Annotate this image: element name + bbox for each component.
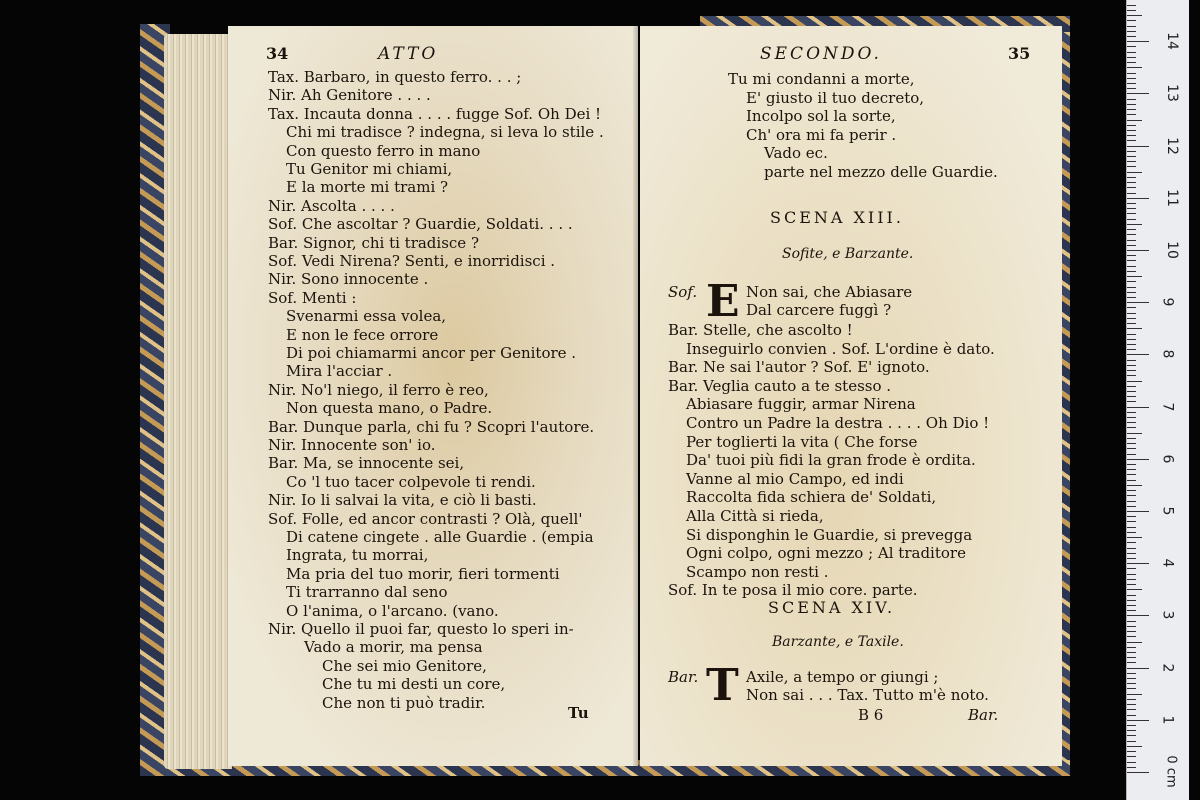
verse-line: Si disponghin le Guardie, si prevegga — [686, 525, 973, 544]
verse-line: E' giusto il tuo decreto, — [746, 88, 925, 107]
ruler-tick — [1127, 589, 1142, 590]
verse-line: Con questo ferro in mano — [286, 141, 481, 160]
catchword: Tu — [568, 704, 589, 722]
running-head: ATTO — [378, 44, 439, 64]
page-number: 34 — [266, 44, 289, 63]
verse-line: Bar. Ma, se innocente sei, — [268, 454, 465, 473]
ruler-tick — [1127, 255, 1136, 256]
ruler-tick — [1127, 208, 1136, 209]
ruler-number: 8 — [1159, 349, 1176, 359]
ruler-tick — [1127, 521, 1136, 522]
ruler-tick — [1127, 370, 1136, 371]
ruler-tick — [1127, 266, 1136, 267]
catchword: Bar. — [968, 706, 999, 724]
ruler-tick — [1127, 725, 1136, 726]
verse-line: Contro un Padre la destra . . . . Oh Dio ! — [686, 414, 990, 432]
ruler-tick — [1127, 485, 1142, 486]
verse-line: Nir. Ascolta . . . . — [268, 196, 395, 215]
ruler-tick — [1127, 443, 1136, 444]
ruler-tick — [1127, 62, 1136, 63]
verse-line: Che sei mio Genitore, — [322, 656, 487, 675]
ruler-tick — [1127, 495, 1136, 496]
scene-title: SCENA XIII. — [770, 208, 904, 227]
scene-characters: Sofite, e Barzante. — [782, 246, 914, 262]
verse-line: E la morte mi trami ? — [286, 178, 449, 197]
verse-line: Sof. Che ascoltar ? Guardie, Soldati. . . . — [268, 215, 573, 234]
verse-line: Bar. Ne sai l'autor ? Sof. E' ignoto. — [668, 358, 930, 377]
ruler-tick — [1127, 741, 1136, 742]
ruler-tick — [1127, 109, 1136, 110]
verse-line: Dal carcere fuggì ? — [746, 301, 892, 319]
ruler-tick — [1127, 73, 1136, 74]
verse-line: Ch' ora mi fa perir . — [746, 125, 897, 144]
verse-line: Ti trarranno dal seno — [286, 583, 448, 602]
ruler-tick — [1127, 360, 1136, 361]
ruler-number: 2 — [1159, 663, 1176, 673]
verse-line: Non sai, che Abiasare — [746, 283, 913, 301]
verse-line: Bar. Dunque parla, chi fu ? Scopri l'autore. — [268, 417, 595, 436]
ruler-tick — [1127, 31, 1136, 32]
ruler-tick — [1127, 292, 1136, 293]
ruler-tick — [1127, 673, 1136, 674]
verse-line: Sof. In te posa il mio core. parte. — [668, 581, 918, 600]
ruler-tick — [1127, 574, 1136, 575]
ruler-tick — [1127, 720, 1149, 721]
verse-line: Nir. Sono innocente . — [268, 270, 429, 289]
verse-line: Ma pria del tuo morir, fieri tormenti — [286, 564, 560, 583]
ruler-tick — [1127, 46, 1136, 47]
signature-mark: B 6 — [858, 706, 884, 724]
ruler-tick — [1127, 172, 1142, 173]
ruler-tick — [1127, 542, 1136, 543]
left-page — [228, 26, 638, 766]
ruler-tick — [1127, 166, 1136, 167]
ruler-tick — [1127, 5, 1136, 6]
page-number: 35 — [1008, 44, 1031, 63]
verse-line: Ogni colpo, ogni mezzo ; Al traditore — [686, 544, 966, 563]
ruler-tick — [1127, 756, 1136, 757]
ruler-tick — [1127, 213, 1136, 214]
ruler-tick — [1127, 271, 1136, 272]
ruler-tick — [1127, 636, 1136, 637]
ruler-tick — [1127, 15, 1142, 16]
ruler-tick — [1127, 683, 1136, 684]
ruler-tick — [1127, 469, 1136, 470]
verse-line: Nir. Innocente son' io. — [268, 436, 436, 454]
ruler-tick — [1127, 318, 1136, 319]
ruler-tick — [1127, 182, 1136, 183]
verse-line: Raccolta fida schiera de' Soldati, — [686, 488, 937, 507]
ruler-tick — [1127, 193, 1136, 194]
verse-line: Alla Città si rieda, — [686, 507, 824, 525]
ruler-tick — [1127, 391, 1136, 392]
verse-line: Di poi chiamarmi ancor per Genitore . — [286, 344, 577, 362]
ruler-tick — [1127, 642, 1142, 643]
ruler-tick — [1127, 563, 1149, 564]
ruler-tick — [1127, 407, 1149, 408]
ruler-tick — [1127, 772, 1149, 773]
ruler-tick — [1127, 104, 1136, 105]
ruler-tick — [1127, 501, 1136, 502]
verse-line: Scampo non resti . — [686, 562, 829, 581]
ruler-tick — [1127, 78, 1136, 79]
ruler-number: 12 — [1163, 136, 1180, 155]
ruler-tick — [1127, 433, 1142, 434]
ruler-tick — [1127, 41, 1149, 42]
verse-line: Vado a morir, ma pensa — [304, 638, 483, 657]
ruler-tick — [1127, 140, 1136, 141]
ruler-tick — [1127, 187, 1136, 188]
verse-line: Nir. Io li salvai la vita, e ciò li basti. — [268, 491, 537, 510]
ruler-tick — [1127, 511, 1149, 512]
verse-line: Per toglierti la vita ( Che forse — [686, 432, 918, 451]
ruler-tick — [1127, 281, 1136, 282]
verse-line: Non sai . . . Tax. Tutto m'è noto. — [746, 686, 989, 704]
ruler-tick — [1127, 219, 1136, 220]
ruler-tick — [1127, 438, 1136, 439]
verse-line: Ingrata, tu morrai, — [286, 546, 429, 565]
ruler-tick — [1127, 396, 1136, 397]
ruler-tick — [1127, 709, 1136, 710]
ruler-number: 3 — [1159, 610, 1176, 620]
ruler-tick — [1127, 224, 1142, 225]
verse-line: Sof. Menti : — [268, 288, 357, 307]
ruler-tick — [1127, 474, 1136, 475]
verse-line: Tax. Incauta donna . . . . fugge Sof. Oh Dei ! — [268, 104, 602, 123]
ruler-tick — [1127, 762, 1136, 763]
ruler-tick — [1127, 161, 1136, 162]
ruler-tick — [1127, 344, 1136, 345]
ruler-tick — [1127, 156, 1136, 157]
ruler-tick — [1127, 114, 1136, 115]
verse-line: Tu mi condanni a morte, — [728, 70, 915, 88]
ruler-tick — [1127, 422, 1136, 423]
verse-line: Non questa mano, o Padre. — [286, 399, 493, 418]
ruler-tick — [1127, 678, 1136, 679]
ruler-tick — [1127, 323, 1136, 324]
verse-line: Bar. Stelle, che ascolto ! — [668, 321, 853, 339]
ruler-tick — [1127, 412, 1136, 413]
ruler-tick — [1127, 177, 1136, 178]
ruler-tick — [1127, 375, 1136, 376]
ruler-tick — [1127, 610, 1136, 611]
ruler-tick — [1127, 568, 1136, 569]
verse-line: Nir. No'l niego, il ferro è reo, — [268, 380, 489, 399]
ruler-tick — [1127, 229, 1136, 230]
ruler-tick — [1127, 313, 1136, 314]
ruler-number: 10 — [1163, 241, 1180, 259]
verse-line: O l'anima, o l'arcano. (vano. — [286, 601, 499, 620]
verse-line: Nir. Quello il puoi far, questo lo speri in- — [268, 620, 574, 638]
verse-line: E non le fece orrore — [286, 325, 439, 344]
ruler-tick — [1127, 427, 1136, 428]
verse-line: Svenarmi essa volea, — [286, 307, 447, 326]
ruler-tick — [1127, 751, 1136, 752]
ruler-tick — [1127, 198, 1149, 199]
ruler-tick — [1127, 699, 1136, 700]
ruler-tick — [1127, 767, 1136, 768]
ruler-tick — [1127, 334, 1136, 335]
verse-line: Mira l'acciar . — [286, 362, 393, 381]
ruler-tick — [1127, 532, 1136, 533]
ruler-tick — [1127, 548, 1136, 549]
ruler-tick — [1127, 662, 1136, 663]
running-head: SECONDO. — [760, 44, 882, 64]
ruler-tick — [1127, 668, 1149, 669]
ruler-tick — [1127, 688, 1136, 689]
verse-line: Che non ti può tradir. — [322, 693, 486, 712]
ruler-tick — [1127, 464, 1136, 465]
verse-line: Axile, a tempo or giungi ; — [746, 668, 939, 686]
ruler-tick — [1127, 20, 1136, 21]
ruler-tick — [1127, 36, 1136, 37]
ruler-tick — [1127, 605, 1136, 606]
ruler-tick — [1127, 99, 1136, 100]
verse-line: Tu Genitor mi chiami, — [286, 160, 453, 178]
ruler-tick — [1127, 287, 1136, 288]
ruler-tick — [1127, 694, 1142, 695]
ruler-tick — [1127, 245, 1136, 246]
scene-title: SCENA XIV. — [768, 598, 896, 617]
ruler-tick — [1127, 234, 1136, 235]
ruler-tick — [1127, 631, 1136, 632]
ruler-number: 7 — [1159, 402, 1176, 412]
ruler-number: 9 — [1159, 297, 1176, 307]
ruler-tick — [1127, 584, 1136, 585]
verse-line: Nir. Ah Genitore . . . . — [268, 86, 431, 105]
ruler-tick — [1127, 401, 1136, 402]
ruler-tick — [1127, 527, 1136, 528]
ruler-tick — [1127, 203, 1136, 204]
ruler-tick — [1127, 260, 1136, 261]
verse-line: Bar. Signor, chi ti tradisce ? — [268, 233, 479, 252]
ruler-tick — [1127, 10, 1136, 11]
ruler-tick — [1127, 52, 1136, 53]
verse-line: Vanne al mio Campo, ed indi — [686, 469, 904, 488]
ruler-tick — [1127, 579, 1136, 580]
ruler-number: 5 — [1159, 506, 1176, 516]
ruler-tick — [1127, 454, 1136, 455]
ruler-tick — [1127, 490, 1136, 491]
ruler-tick — [1127, 135, 1136, 136]
ruler-number: 14 — [1163, 32, 1180, 51]
ruler-tick — [1127, 480, 1136, 481]
verse-line: Bar. Veglia cauto a te stesso . — [668, 376, 892, 395]
ruler-number: 1 — [1159, 715, 1176, 725]
verse-line: Inseguirlo convien . Sof. L'ordine è dato. — [686, 339, 995, 358]
verse-line: Da' tuoi più fidi la gran frode è ordita. — [686, 451, 976, 470]
ruler-tick — [1127, 626, 1136, 627]
ruler-tick — [1127, 328, 1142, 329]
ruler-tick — [1127, 339, 1136, 340]
verse-line: Sof. Vedi Nirena? Senti, e inorridisci . — [268, 252, 556, 270]
ruler-tick — [1127, 349, 1136, 350]
open-book — [140, 16, 1070, 776]
ruler-tick — [1127, 558, 1136, 559]
ruler-unit: 0 cm — [1163, 755, 1179, 788]
ruler-tick — [1127, 621, 1136, 622]
verse-line: Chi mi tradisce ? indegna, si leva lo stile . — [286, 123, 604, 142]
page-edges — [164, 34, 232, 769]
ruler-number: 6 — [1159, 454, 1176, 464]
verse-line: Che tu mi desti un core, — [322, 675, 506, 694]
ruler-tick — [1127, 88, 1136, 89]
verse-line: Abiasare fuggir, armar Nirena — [686, 395, 916, 414]
ruler-tick — [1127, 26, 1136, 27]
right-page — [640, 26, 1062, 766]
verse-line: Sof. Folle, ed ancor contrasti ? Olà, quell' — [268, 509, 583, 528]
ruler-tick — [1127, 120, 1142, 121]
verse-line: Tax. Barbaro, in questo ferro. . . ; — [268, 68, 522, 86]
ruler-tick — [1127, 657, 1136, 658]
ruler-tick — [1127, 125, 1136, 126]
speaker: Sof. — [668, 283, 698, 301]
ruler-tick — [1127, 381, 1142, 382]
ruler-tick — [1127, 746, 1142, 747]
ruler-tick — [1127, 537, 1142, 538]
speaker: Bar. — [668, 668, 699, 686]
verse-line: parte nel mezzo delle Guardie. — [764, 162, 998, 181]
ruler-tick — [1127, 448, 1136, 449]
ruler-tick — [1127, 365, 1136, 366]
ruler-tick — [1127, 735, 1136, 736]
ruler-tick — [1127, 730, 1136, 731]
verse-line: Di catene cingete . alle Guardie . (empia — [286, 528, 594, 546]
ruler-tick — [1127, 647, 1136, 648]
drop-cap: T — [706, 660, 739, 711]
ruler-tick — [1127, 417, 1136, 418]
ruler-tick — [1127, 93, 1149, 94]
drop-cap: E — [706, 276, 740, 327]
ruler-tick — [1127, 600, 1136, 601]
ruler-tick — [1127, 67, 1142, 68]
ruler-tick — [1127, 615, 1149, 616]
measurement-ruler — [1126, 0, 1189, 800]
ruler-tick — [1127, 297, 1136, 298]
ruler-tick — [1127, 715, 1136, 716]
ruler-number: 11 — [1163, 188, 1180, 207]
ruler-number: 13 — [1163, 84, 1180, 103]
ruler-tick — [1127, 151, 1136, 152]
ruler-tick — [1127, 704, 1136, 705]
ruler-tick — [1127, 595, 1136, 596]
verse-line: Incolpo sol la sorte, — [746, 107, 896, 125]
ruler-tick — [1127, 516, 1136, 517]
ruler-tick — [1127, 146, 1149, 147]
ruler-tick — [1127, 276, 1142, 277]
ruler-tick — [1127, 506, 1136, 507]
ruler-tick — [1127, 354, 1149, 355]
ruler-tick — [1127, 386, 1136, 387]
scene-characters: Barzante, e Taxile. — [772, 634, 904, 650]
ruler-tick — [1127, 307, 1136, 308]
ruler-tick — [1127, 459, 1149, 460]
ruler-tick — [1127, 83, 1136, 84]
ruler-number: 4 — [1159, 558, 1176, 568]
ruler-tick — [1127, 302, 1149, 303]
ruler-tick — [1127, 250, 1149, 251]
verse-line: Vado ec. — [764, 144, 828, 162]
ruler-tick — [1127, 57, 1136, 58]
ruler-tick — [1127, 130, 1136, 131]
verse-line: Co 'l tuo tacer colpevole ti rendi. — [286, 472, 536, 491]
ruler-tick — [1127, 240, 1136, 241]
ruler-tick — [1127, 553, 1136, 554]
ruler-tick — [1127, 652, 1136, 653]
